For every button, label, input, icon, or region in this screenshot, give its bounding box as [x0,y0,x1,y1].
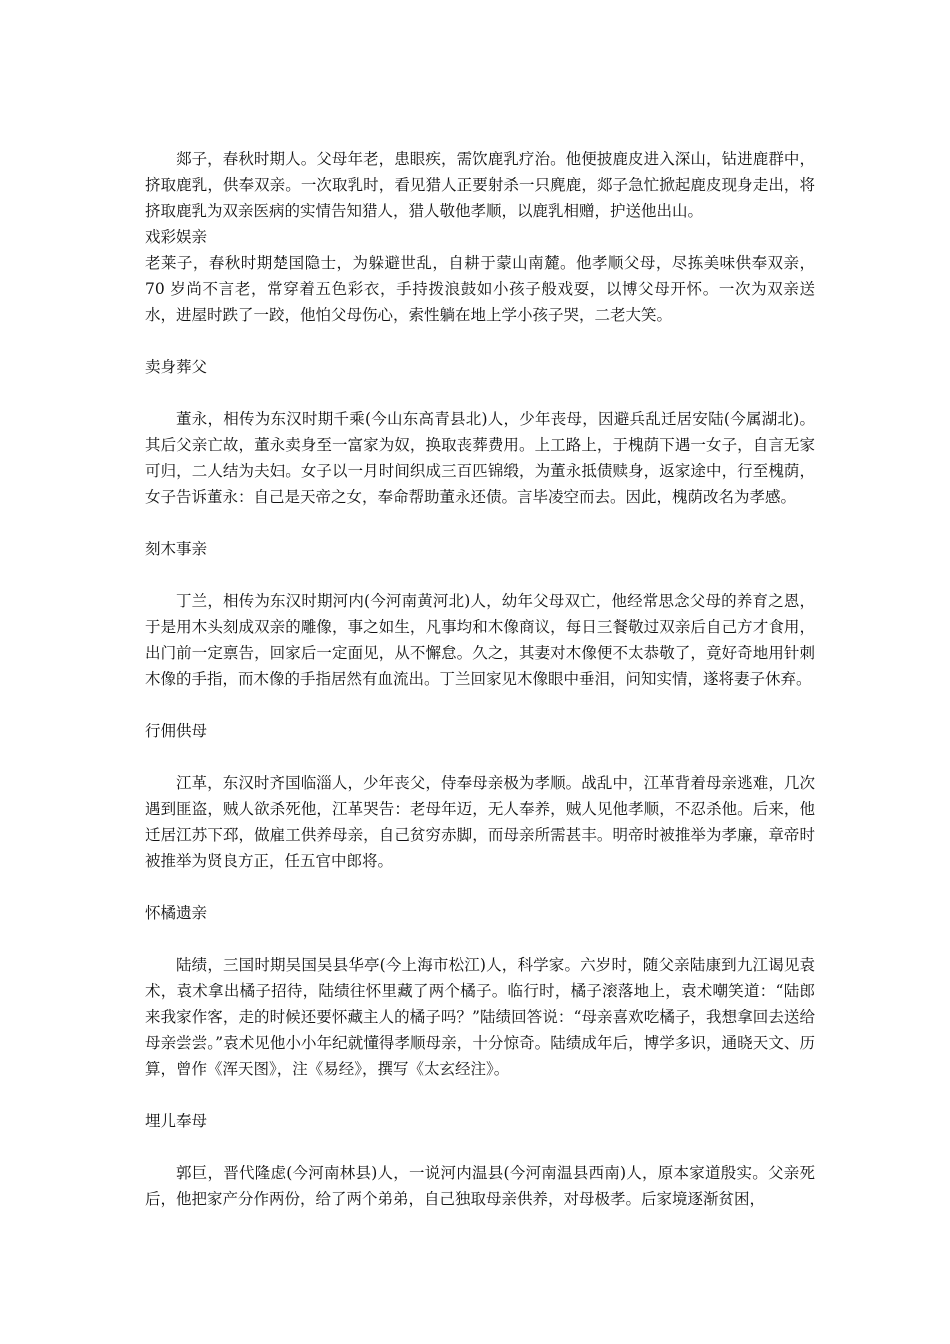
heading-xingyong-gongmu: 行佣供母 [145,722,208,740]
paragraph-dongyong: 董永，相传为东汉时期千乘(今山东高青县北)人，少年丧母，因避兵乱迁居安陆(今属湖北)。其后父亲亡故，董永卖身至一富家为奴，换取丧葬费用。上工路上，于槐荫下遇一女子，自言无家可归，二人结为夫妇。女子以一月时间织成三百匹锦缎，为董永抵债赎身，返家途中，行至槐荫，女子告诉董永：自己是天帝之女，奉命帮助董永还债。言毕凌空而去。因此，槐荫改名为孝感。 [145,410,815,506]
paragraph-jiangge: 江革，东汉时齐国临淄人，少年丧父，侍奉母亲极为孝顺。战乱中，江革背着母亲逃难，几次遇到匪盗，贼人欲杀死他，江革哭告：老母年迈，无人奉养，贼人见他孝顺，不忍杀他。后来，他迁居江苏下邳，做雇工供养母亲，自己贫穷赤脚，而母亲所需甚丰。明帝时被推举为孝廉，章帝时被推举为贤良方正，任五官中郎将。 [145,774,815,870]
paragraph-tanzi: 郯子，春秋时期人。父母年老，患眼疾，需饮鹿乳疗治。他便披鹿皮进入深山，钻进鹿群中，挤取鹿乳，供奉双亲。一次取乳时，看见猎人正要射杀一只麂鹿，郯子急忙掀起鹿皮现身走出，将挤取鹿乳为双亲医病的实情告知猎人，猎人敬他孝顺，以鹿乳相赠，护送他出山。 [145,150,815,220]
paragraph-laolaizi: 老莱子，春秋时期楚国隐士，为躲避世乱，自耕于蒙山南麓。他孝顺父母，尽拣美味供奉双亲，70 岁尚不言老，常穿着五色彩衣，手持拨浪鼓如小孩子般戏耍，以博父母开怀。一次为双亲送水，进屋时跌了一跤，他怕父母伤心，索性躺在地上学小孩子哭，二老大笑。 [145,254,815,324]
heading-maishen-zangfu: 卖身葬父 [145,358,208,376]
heading-kemu-shiqin: 刻木事亲 [145,540,208,558]
paragraph-luji: 陆绩，三国时期吴国吴县华亭(今上海市松江)人，科学家。六岁时，随父亲陆康到九江谒见袁术，袁术拿出橘子招待，陆绩往怀里藏了两个橘子。临行时，橘子滚落地上，袁术嘲笑道：“陆郎来我家作客，走的时候还要怀藏主人的橘子吗？”陆绩回答说：“母亲喜欢吃橘子，我想拿回去送给母亲尝尝。”袁术见他小小年纪就懂得孝顺母亲，十分惊奇。陆绩成年后，博学多识，通晓天文、历算，曾作《浑天图》，注《易经》，撰写《太玄经注》。 [145,956,815,1078]
heading-maier-fengmu: 埋儿奉母 [145,1112,208,1130]
heading-xicai-yuqin: 戏彩娱亲 [145,228,208,246]
paragraph-guoju: 郭巨，晋代隆虑(今河南林县)人，一说河内温县(今河南温县西南)人，原本家道殷实。父亲死后，他把家产分作两份，给了两个弟弟，自己独取母亲供养，对母极孝。后家境逐渐贫困， [145,1164,815,1208]
heading-huaiju-yiqin: 怀橘遗亲 [145,904,208,922]
paragraph-dinglan: 丁兰，相传为东汉时期河内(今河南黄河北)人，幼年父母双亡，他经常思念父母的养育之恩，于是用木头刻成双亲的雕像，事之如生，凡事均和木像商议，每日三餐敬过双亲后自己方才食用，出门前一定禀告，回家后一定面见，从不懈怠。久之，其妻对木像便不太恭敬了，竟好奇地用针刺木像的手指，而木像的手指居然有血流出。丁兰回家见木像眼中垂泪，问知实情，遂将妻子休弃。 [145,592,815,688]
document-page [145,146,815,1212]
